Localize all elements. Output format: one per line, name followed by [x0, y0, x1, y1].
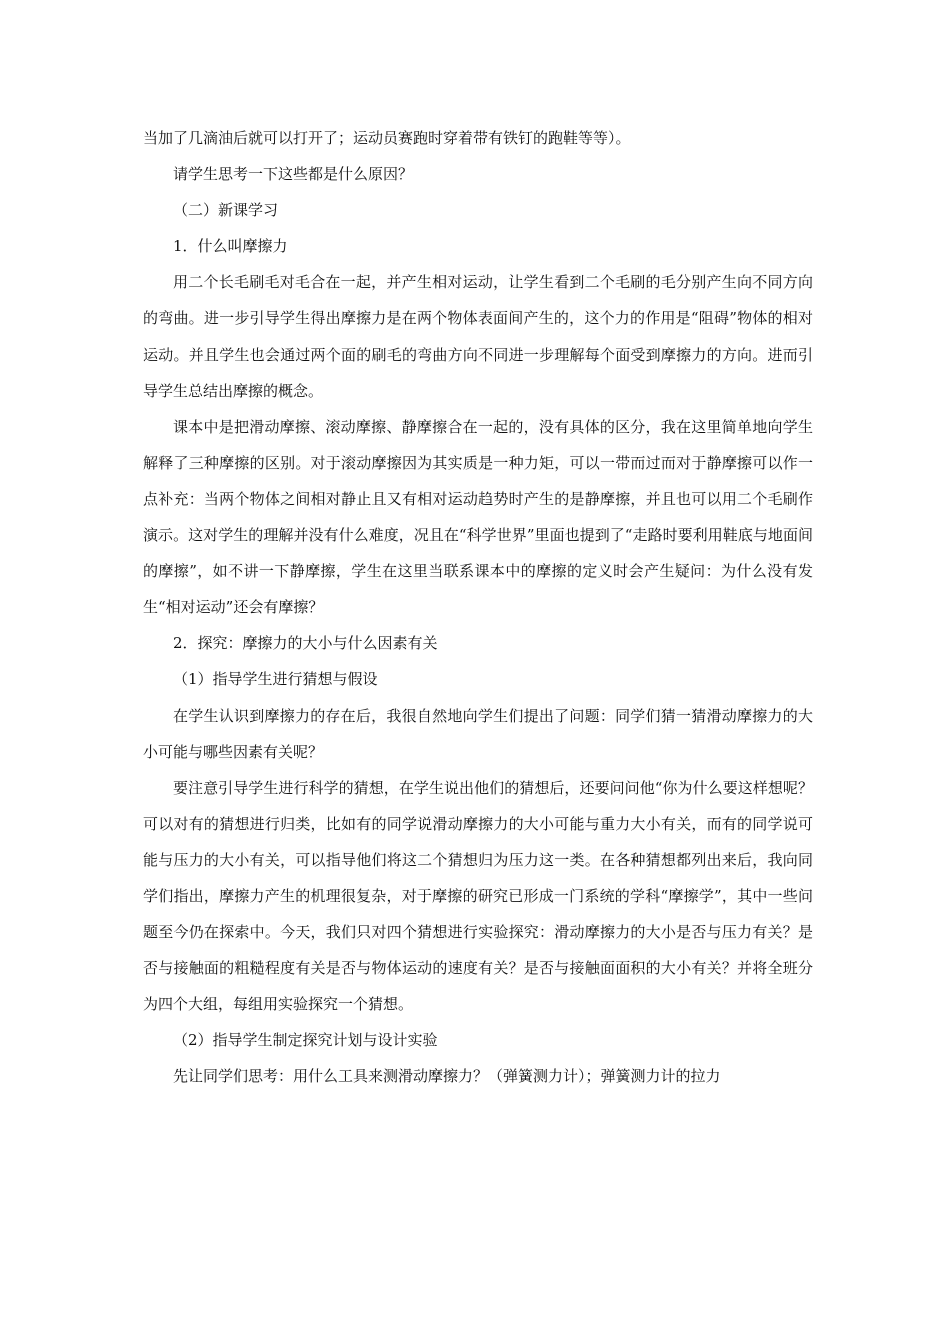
- section-heading-new-lesson: （二）新课学习: [173, 201, 279, 220]
- subheading-guess-and-hypothesis: （1）指导学生进行猜想与假设: [173, 670, 378, 689]
- paragraph-question: 请学生思考一下这些都是什么原因？: [173, 165, 414, 184]
- paragraph-measure-tool: 先让同学们思考：用什么工具来测滑动摩擦力？（弹簧测力计）；弹簧测力计的拉力: [173, 1067, 721, 1086]
- subheading-plan-experiment: （2）指导学生制定探究计划与设计实验: [173, 1031, 438, 1050]
- document-body: [143, 120, 813, 1095]
- subheading-explore-friction-factors: 2．探究：摩擦力的大小与什么因素有关: [173, 634, 438, 653]
- subheading-what-is-friction: 1．什么叫摩擦力: [173, 237, 288, 256]
- paragraph-brush-demo: 用二个长毛刷毛对毛合在一起，并产生相对运动，让学生看到二个毛刷的毛分别产生向不同方向的弯曲。进一步引导学生得出摩擦力是在两个物体表面间产生的，这个力的作用是“阻碍”物体的相对运动。并且学生也会通过两个面的刷毛的弯曲方向不同进一步理解每个面受到摩擦力的方向。进而引导学生总结出摩擦的概念。: [143, 273, 813, 400]
- paragraph-guide-guessing: 要注意引导学生进行科学的猜想，在学生说出他们的猜想后，还要问问他“你为什么要这样想呢？可以对有的猜想进行归类，比如有的同学说滑动摩擦力的大小可能与重力大小有关，而有的同学说可能与压力的大小有关，可以指导他们将这二个猜想归为压力这一类。在各种猜想都列出来后，我向同学们指出，摩擦力产生的机理很复杂，对于摩擦的研究已形成一门系统的学科“摩擦学”，其中一些问题至今仍在探索中。今天，我们只对四个猜想进行实验探究：滑动摩擦力的大小是否与压力有关？是否与接触面的粗糙程度有关是否与物体运动的速度有关？是否与接触面面积的大小有关？并将全班分为四个大组，每组用实验探究一个猜想。: [143, 778, 813, 1014]
- paragraph-friction-types: 课本中是把滑动摩擦、滚动摩擦、静摩擦合在一起的，没有具体的区分，我在这里简单地向学生解释了三种摩擦的区别。对于滚动摩擦因为其实质是一种力矩，可以一带而过而对于静摩擦可以作一点补充：当两个物体之间相对静止且又有相对运动趋势时产生的是静摩擦，并且也可以用二个毛刷作演示。这对学生的理解并没有什么难度，况且在“科学世界”里面也提到了“走路时要利用鞋底与地面间的摩擦”，如不讲一下静摩擦，学生在这里当联系课本中的摩擦的定义时会产生疑问：为什么没有发生“相对运动”还会有摩擦？: [143, 417, 813, 617]
- paragraph-continuation: 当加了几滴油后就可以打开了；运动员赛跑时穿着带有铁钉的跑鞋等等）。: [143, 129, 631, 147]
- paragraph-raise-question: 在学生认识到摩擦力的存在后，我很自然地向学生们提出了问题：同学们猜一猜滑动摩擦力的大小可能与哪些因素有关呢？: [143, 706, 813, 761]
